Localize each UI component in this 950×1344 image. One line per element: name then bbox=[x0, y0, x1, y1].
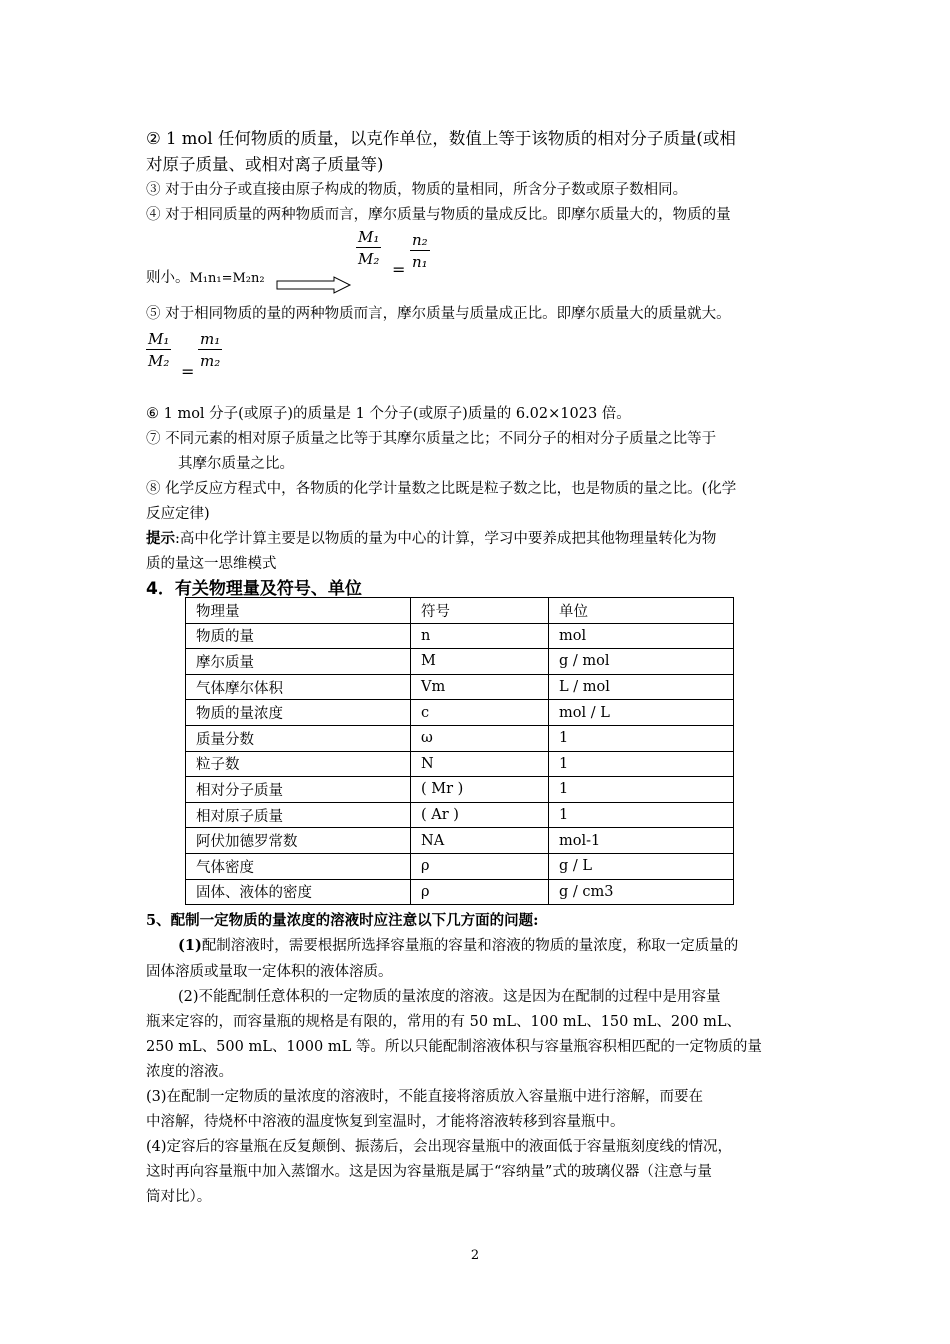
table-row bbox=[186, 649, 734, 675]
point-8: ⑧ 化学反应方程式中，各物质的化学计量数之比既是粒子数之比，也是物质的量之比。(化学 bbox=[146, 481, 737, 497]
cell-unit: mol bbox=[549, 623, 734, 649]
header-symbol: 符号 bbox=[411, 598, 549, 624]
cell-symbol: M bbox=[411, 649, 549, 675]
cell-quantity: 物质的量浓度 bbox=[186, 700, 411, 726]
point-2: ② 1 mol 任何物质的质量，以克作单位，数值上等于该物质的相对分子质量(或相 bbox=[146, 129, 736, 148]
units-table bbox=[185, 597, 734, 905]
cell-quantity: 气体密度 bbox=[186, 853, 411, 879]
point-8-cont: 反应定律) bbox=[146, 506, 210, 522]
point-7: ⑦ 不同元素的相对原子质量之比等于其摩尔质量之比；不同分子的相对分子质量之比等于 bbox=[146, 431, 717, 447]
item-2-cont-2: 250 mL、500 mL、1000 mL 等。所以只能配制溶液体积与容量瓶容积相匹配的一定物质的量 bbox=[146, 1039, 762, 1055]
point-4: ④ 对于相同质量的两种物质而言，摩尔质量与物质的量成反比。即摩尔质量大的，物质的量 bbox=[146, 207, 731, 223]
units-table-body bbox=[186, 598, 734, 905]
table-row bbox=[186, 777, 734, 803]
item-1-label: (1) bbox=[178, 937, 202, 954]
cell-unit: 1 bbox=[549, 751, 734, 777]
item-1-text: 配制溶液时，需要根据所选择容量瓶的容量和溶液的物质的量浓度，称取一定质量的 bbox=[201, 938, 739, 954]
formula-2-num-right: m₁ bbox=[200, 330, 221, 348]
formula-2-left bbox=[146, 330, 171, 370]
cell-symbol: NA bbox=[411, 828, 549, 854]
formula-1-num-right: n₂ bbox=[412, 231, 428, 249]
table-row bbox=[186, 725, 734, 751]
cell-unit: mol / L bbox=[549, 700, 734, 726]
table-row bbox=[186, 879, 734, 905]
section-5-heading: 5、配制一定物质的量浓度的溶液时应注意以下几方面的问题: bbox=[146, 912, 539, 929]
cell-symbol: Vm bbox=[411, 674, 549, 700]
cell-unit: g / mol bbox=[549, 649, 734, 675]
point-6: ⑥ 1 mol 分子(或原子)的质量是 1 个分子(或原子)质量的 6.02×1023 倍。 bbox=[146, 406, 631, 422]
cell-quantity: 相对原子质量 bbox=[186, 802, 411, 828]
formula-2-eq: = bbox=[181, 362, 195, 381]
header-unit: 单位 bbox=[549, 598, 734, 624]
cell-quantity: 气体摩尔体积 bbox=[186, 674, 411, 700]
cell-unit: 1 bbox=[549, 802, 734, 828]
cell-quantity: 摩尔质量 bbox=[186, 649, 411, 675]
cell-quantity: 粒子数 bbox=[186, 751, 411, 777]
table-row bbox=[186, 802, 734, 828]
cell-quantity: 物质的量 bbox=[186, 623, 411, 649]
tip-line-cont: 质的量这一思维模式 bbox=[146, 556, 277, 572]
formula-1-den-left: M₂ bbox=[358, 250, 380, 268]
item-4-cont-2: 筒对比）。 bbox=[146, 1189, 212, 1205]
right-arrow-icon bbox=[276, 276, 352, 294]
header-quantity: 物理量 bbox=[186, 598, 411, 624]
point-2-cont: 对原子质量、或相对离子质量等) bbox=[146, 155, 384, 174]
formula-2-den-left: M₂ bbox=[148, 352, 170, 370]
cell-unit: 1 bbox=[549, 725, 734, 751]
point-5: ⑤ 对于相同物质的量的两种物质而言，摩尔质量与质量成正比。即摩尔质量大的质量就大。 bbox=[146, 306, 731, 322]
item-2: (2)不能配制任意体积的一定物质的量浓度的溶液。这是因为在配制的过程中是用容量 bbox=[178, 989, 721, 1005]
point-3: ③ 对于由分子或直接由原子构成的物质，物质的量相同，所含分子数或原子数相同。 bbox=[146, 182, 688, 198]
cell-quantity: 相对分子质量 bbox=[186, 777, 411, 803]
cell-symbol: N bbox=[411, 751, 549, 777]
formula-2-right bbox=[198, 330, 222, 370]
item-4-cont-1: 这时再向容量瓶中加入蒸馏水。这是因为容量瓶是属于“容纳量”式的玻璃仪器（注意与量 bbox=[146, 1164, 712, 1180]
cell-unit: 1 bbox=[549, 777, 734, 803]
formula-1-right bbox=[410, 231, 430, 271]
point-7-cont: 其摩尔质量之比。 bbox=[178, 456, 294, 472]
cell-symbol: ρ bbox=[411, 879, 549, 905]
cell-symbol: c bbox=[411, 700, 549, 726]
table-row bbox=[186, 674, 734, 700]
item-1 bbox=[178, 934, 738, 955]
formula-1-eq: = bbox=[392, 260, 406, 279]
table-header-row bbox=[186, 598, 734, 624]
item-1-cont: 固体溶质或量取一定体积的液体溶质。 bbox=[146, 964, 393, 980]
item-2-cont-1: 瓶来定容的，而容量瓶的规格是有限的，常用的有 50 mL、100 mL、150 mL、200 mL、 bbox=[146, 1014, 742, 1030]
point-4-cont bbox=[146, 266, 265, 287]
cell-quantity: 固体、液体的密度 bbox=[186, 879, 411, 905]
section-4-heading: 4．有关物理量及符号、单位 bbox=[146, 579, 362, 599]
tip-line bbox=[146, 527, 716, 548]
item-3: (3)在配制一定物质的量浓度的溶液时，不能直接将溶质放入容量瓶中进行溶解，而要在 bbox=[146, 1089, 704, 1105]
cell-unit: L / mol bbox=[549, 674, 734, 700]
cell-symbol: ( Mr ) bbox=[411, 777, 549, 803]
formula-1-left bbox=[356, 228, 381, 268]
cell-quantity: 阿伏加德罗常数 bbox=[186, 828, 411, 854]
tip-text: :高中化学计算主要是以物质的量为中心的计算，学习中要养成把其他物理量转化为物 bbox=[175, 531, 717, 547]
cell-symbol: ω bbox=[411, 725, 549, 751]
table-row bbox=[186, 623, 734, 649]
formula-2-den-right: m₂ bbox=[200, 352, 221, 370]
table-row bbox=[186, 853, 734, 879]
cell-symbol: ( Ar ) bbox=[411, 802, 549, 828]
table-row bbox=[186, 700, 734, 726]
item-2-cont-3: 浓度的溶液。 bbox=[146, 1064, 233, 1080]
page-number: 2 bbox=[470, 1248, 480, 1263]
formula-1-den-right: n₁ bbox=[412, 253, 428, 271]
tip-label: 提示 bbox=[146, 530, 175, 547]
item-3-cont: 中溶解，待烧杯中溶液的温度恢复到室温时，才能将溶液转移到容量瓶中。 bbox=[146, 1114, 625, 1130]
cell-unit: g / L bbox=[549, 853, 734, 879]
point-4-prefix: 则小。 bbox=[146, 270, 190, 286]
table-row bbox=[186, 828, 734, 854]
point-4-formula: M₁n₁=M₂n₂ bbox=[189, 271, 265, 286]
formula-2-num-left: M₁ bbox=[148, 330, 170, 348]
cell-symbol: n bbox=[411, 623, 549, 649]
cell-quantity: 质量分数 bbox=[186, 725, 411, 751]
cell-unit: g / cm3 bbox=[549, 879, 734, 905]
cell-symbol: ρ bbox=[411, 853, 549, 879]
table-row bbox=[186, 751, 734, 777]
item-4: (4)定容后的容量瓶在反复颠倒、振荡后，会出现容量瓶中的液面低于容量瓶刻度线的情况， bbox=[146, 1139, 733, 1155]
cell-unit: mol-1 bbox=[549, 828, 734, 854]
formula-1-num-left: M₁ bbox=[358, 228, 380, 246]
